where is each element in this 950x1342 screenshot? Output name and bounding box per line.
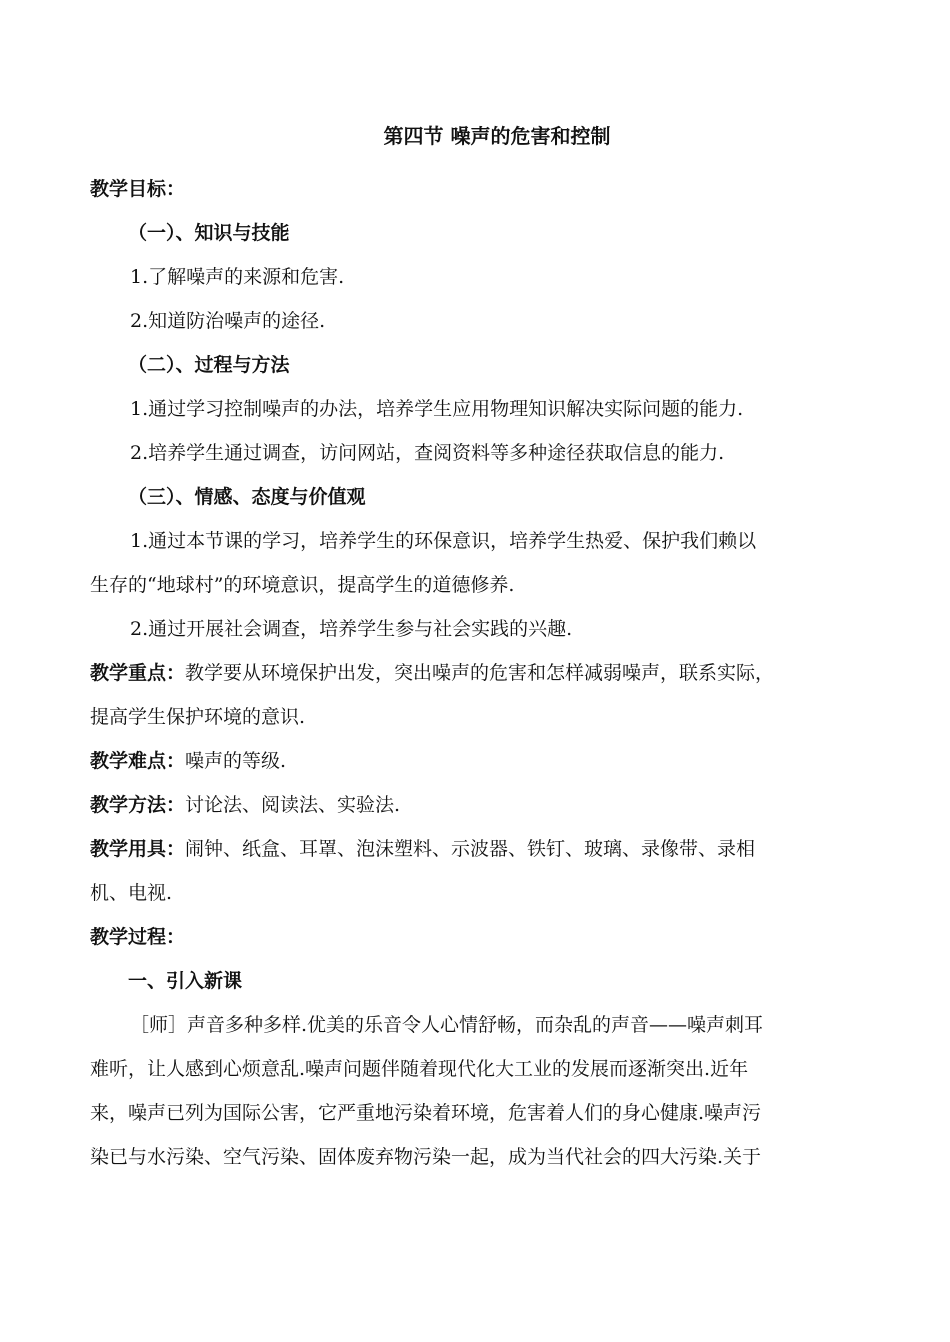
key-points-text: 教学要从环境保护出发，突出噪声的危害和怎样减弱噪声，联系实际， [185, 662, 775, 684]
objective-item: 1.了解噪声的来源和危害. [130, 266, 345, 288]
key-points-label: 教学重点： [90, 662, 186, 684]
paragraph-line: ［师］声音多种多样.优美的乐音令人心情舒畅，而杂乱的声音——噪声刺耳 [130, 1014, 764, 1036]
process-part1-heading: 一、引入新课 [128, 970, 243, 992]
section-heading-emotion: （三）、情感、态度与价值观 [128, 486, 366, 508]
objective-item: 2.知道防治噪声的途径. [130, 310, 326, 332]
methods-text: 讨论法、阅读法、实验法. [185, 794, 401, 816]
key-points-text-continued: 提高学生保护环境的意识. [90, 706, 306, 728]
tools-text-continued: 机、电视. [90, 882, 173, 904]
difficulty-label: 教学难点： [90, 750, 186, 772]
objective-item: 2.通过开展社会调查，培养学生参与社会实践的兴趣. [130, 618, 573, 640]
objective-item: 1.通过学习控制噪声的办法，培养学生应用物理知识解决实际问题的能力. [130, 398, 744, 420]
objective-item-continued: 生存的“地球村”的环境意识，提高学生的道德修养. [90, 574, 515, 596]
methods-row [90, 791, 880, 819]
section-heading-process: （二）、过程与方法 [128, 354, 290, 376]
key-points-row [90, 659, 880, 687]
difficulty-text: 噪声的等级. [185, 750, 287, 772]
page-title: 第四节 噪声的危害和控制 [383, 124, 611, 148]
paragraph-line: 染已与水污染、空气污染、固体废弃物污染一起，成为当代社会的四大污染.关于 [90, 1146, 762, 1168]
section-heading-knowledge: （一）、知识与技能 [128, 222, 290, 244]
paragraph-line: 来，噪声已列为国际公害，它严重地污染着环境，危害着人们的身心健康.噪声污 [90, 1102, 762, 1124]
methods-label: 教学方法： [90, 794, 186, 816]
objectives-heading: 教学目标： [90, 178, 186, 200]
paragraph-line: 难听，让人感到心烦意乱.噪声问题伴随着现代化大工业的发展而逐渐突出.近年 [90, 1058, 749, 1080]
tools-text: 闹钟、纸盒、耳罩、泡沫塑料、示波器、铁钉、玻璃、录像带、录相 [185, 838, 756, 860]
process-heading: 教学过程： [90, 926, 186, 948]
objective-item: 1.通过本节课的学习，培养学生的环保意识，培养学生热爱、保护我们赖以 [130, 530, 757, 552]
tools-row [90, 835, 880, 863]
difficulty-row [90, 747, 880, 775]
objective-item: 2.培养学生通过调查，访问网站，查阅资料等多种途径获取信息的能力. [130, 442, 725, 464]
tools-label: 教学用具： [90, 838, 186, 860]
